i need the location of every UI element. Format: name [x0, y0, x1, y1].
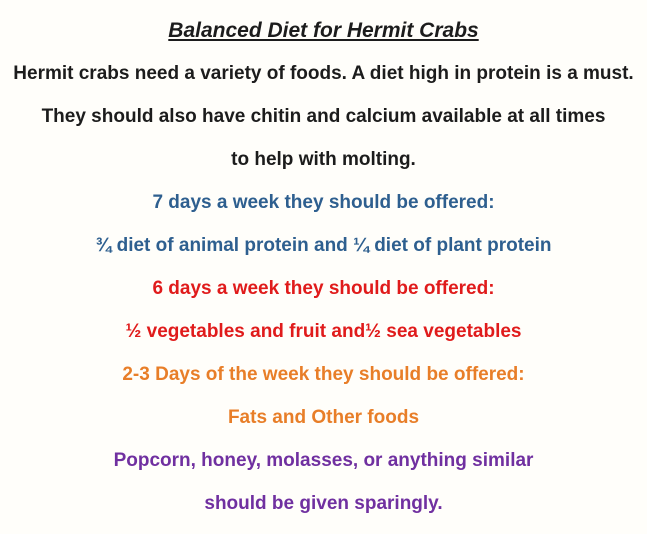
document-line-molting: to help with molting.: [231, 149, 416, 170]
document-title: Balanced Diet for Hermit Crabs: [168, 19, 479, 42]
document-line-6-days-heading: 6 days a week they should be offered:: [152, 278, 495, 299]
document-line-6-days-detail: ½ vegetables and fruit and½ sea vegetables: [125, 321, 522, 342]
document-line-7-days-detail: ¾ diet of animal protein and ¼ diet of plant protein: [95, 235, 552, 256]
document-line-sparingly: should be given sparingly.: [204, 493, 443, 514]
document-line-2-3-days-detail: Fats and Other foods: [227, 407, 420, 428]
document-line-7-days-heading: 7 days a week they should be offered:: [152, 192, 495, 213]
document-line-chitin-calcium: They should also have chitin and calcium available at all times: [41, 106, 606, 127]
document-line-2-3-days-heading: 2-3 Days of the week they should be offered:: [122, 364, 525, 385]
document-line-protein-need: Hermit crabs need a variety of foods. A diet high in protein is a must.: [13, 63, 634, 84]
document-line-treats: Popcorn, honey, molasses, or anything similar: [113, 450, 534, 471]
